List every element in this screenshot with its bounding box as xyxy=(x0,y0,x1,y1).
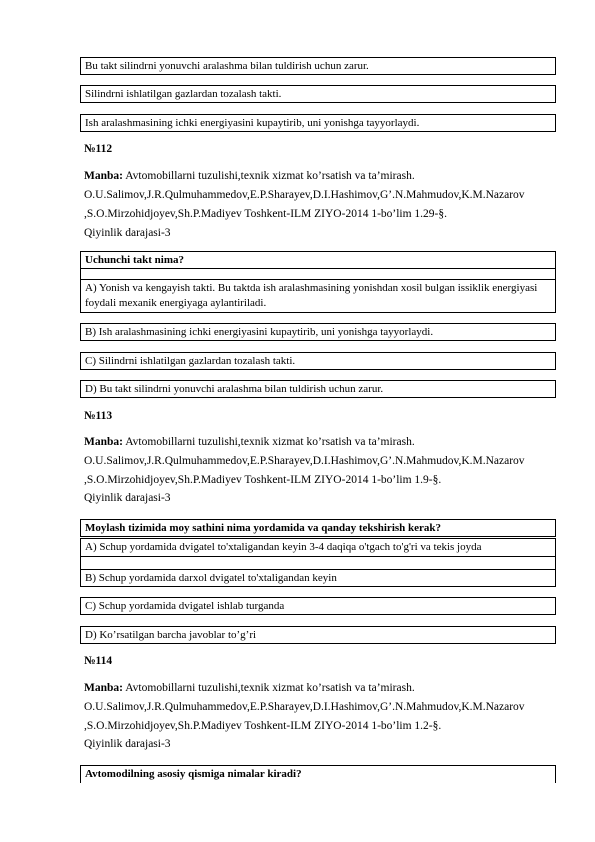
question-source xyxy=(84,679,558,736)
source-title: Avtomobillarni tuzulishi,texnik xizmat ko’rsatish va ta’mirash. xyxy=(125,170,415,182)
question-number: №112 xyxy=(84,143,113,155)
option-box: Silindrni ishlatilgan gazlardan tozalash takti. xyxy=(80,85,556,103)
question-source xyxy=(84,433,558,490)
source-publisher: ,S.O.Mirzohidjoyev,Sh.P.Madiyev Toshkent-ILM ZIYO-2014 1-bo’lim 1.9-§. xyxy=(84,474,442,486)
source-authors: O.U.Salimov,J.R.Qulmuhammedov,E.P.Sharayev,D.I.Hashimov,G’.N.Mahmudov,K.M.Nazarov xyxy=(84,701,525,713)
question-text: Moylash tizimida moy sathini nima yordamida va qanday tekshirish kerak? xyxy=(80,519,556,537)
option-box: Bu takt silindrni yonuvchi aralashma bilan tuldirish uchun zarur. xyxy=(80,57,556,75)
question-text: Uchunchi takt nima? xyxy=(80,251,556,269)
table-divider xyxy=(80,269,556,279)
question-number: №114 xyxy=(84,655,113,667)
difficulty-level: Qiyinlik darajasi-3 xyxy=(84,227,171,239)
question-source xyxy=(84,167,558,224)
option-c: C) Silindrni ishlatilgan gazlardan tozalash takti. xyxy=(80,352,556,370)
option-c: C) Schup yordamida dvigatel ishlab turganda xyxy=(80,597,556,615)
table-divider xyxy=(80,557,556,569)
source-authors: O.U.Salimov,J.R.Qulmuhammedov,E.P.Sharayev,D.I.Hashimov,G’.N.Mahmudov,K.M.Nazarov xyxy=(84,189,525,201)
option-d: D) Bu takt silindrni yonuvchi aralashma bilan tuldirish uchun zarur. xyxy=(80,380,556,398)
source-label: Manba: xyxy=(84,436,123,448)
option-b: B) Ish aralashmasining ichki energiyasini kupaytirib, uni yonishga tayyorlaydi. xyxy=(80,323,556,341)
option-a: A) Yonish va kengayish takti. Bu taktda ish aralashmasining yonishdan xosil bulgan issiklik energiyasi foydali mexanik energiyaga aylantiriladi. xyxy=(80,279,556,313)
option-b: B) Schup yordamida darxol dvigatel to'xtaligandan keyin xyxy=(80,569,556,587)
option-d: D) Ko’rsatilgan barcha javoblar to’g’ri xyxy=(80,626,556,644)
source-title: Avtomobillarni tuzulishi,texnik xizmat ko’rsatish va ta’mirash. xyxy=(125,682,415,694)
source-publisher: ,S.O.Mirzohidjoyev,Sh.P.Madiyev Toshkent-ILM ZIYO-2014 1-bo’lim 1.29-§. xyxy=(84,208,448,220)
source-label: Manba: xyxy=(84,682,123,694)
source-title: Avtomobillarni tuzulishi,texnik xizmat ko’rsatish va ta’mirash. xyxy=(125,436,415,448)
source-authors: O.U.Salimov,J.R.Qulmuhammedov,E.P.Sharayev,D.I.Hashimov,G’.N.Mahmudov,K.M.Nazarov xyxy=(84,455,525,467)
question-text: Avtomodilning asosiy qismiga nimalar kiradi? xyxy=(80,765,556,783)
difficulty-level: Qiyinlik darajasi-3 xyxy=(84,492,171,504)
option-box: Ish aralashmasining ichki energiyasini kupaytirib, uni yonishga tayyorlaydi. xyxy=(80,114,556,132)
question-number: №113 xyxy=(84,410,113,422)
source-label: Manba: xyxy=(84,170,123,182)
source-publisher: ,S.O.Mirzohidjoyev,Sh.P.Madiyev Toshkent-ILM ZIYO-2014 1-bo’lim 1.2-§. xyxy=(84,720,442,732)
difficulty-level: Qiyinlik darajasi-3 xyxy=(84,738,171,750)
option-a: A) Schup yordamida dvigatel to'xtaligandan keyin 3-4 daqiqa o'tgach to'g'ri va tekis joyda xyxy=(80,538,556,557)
